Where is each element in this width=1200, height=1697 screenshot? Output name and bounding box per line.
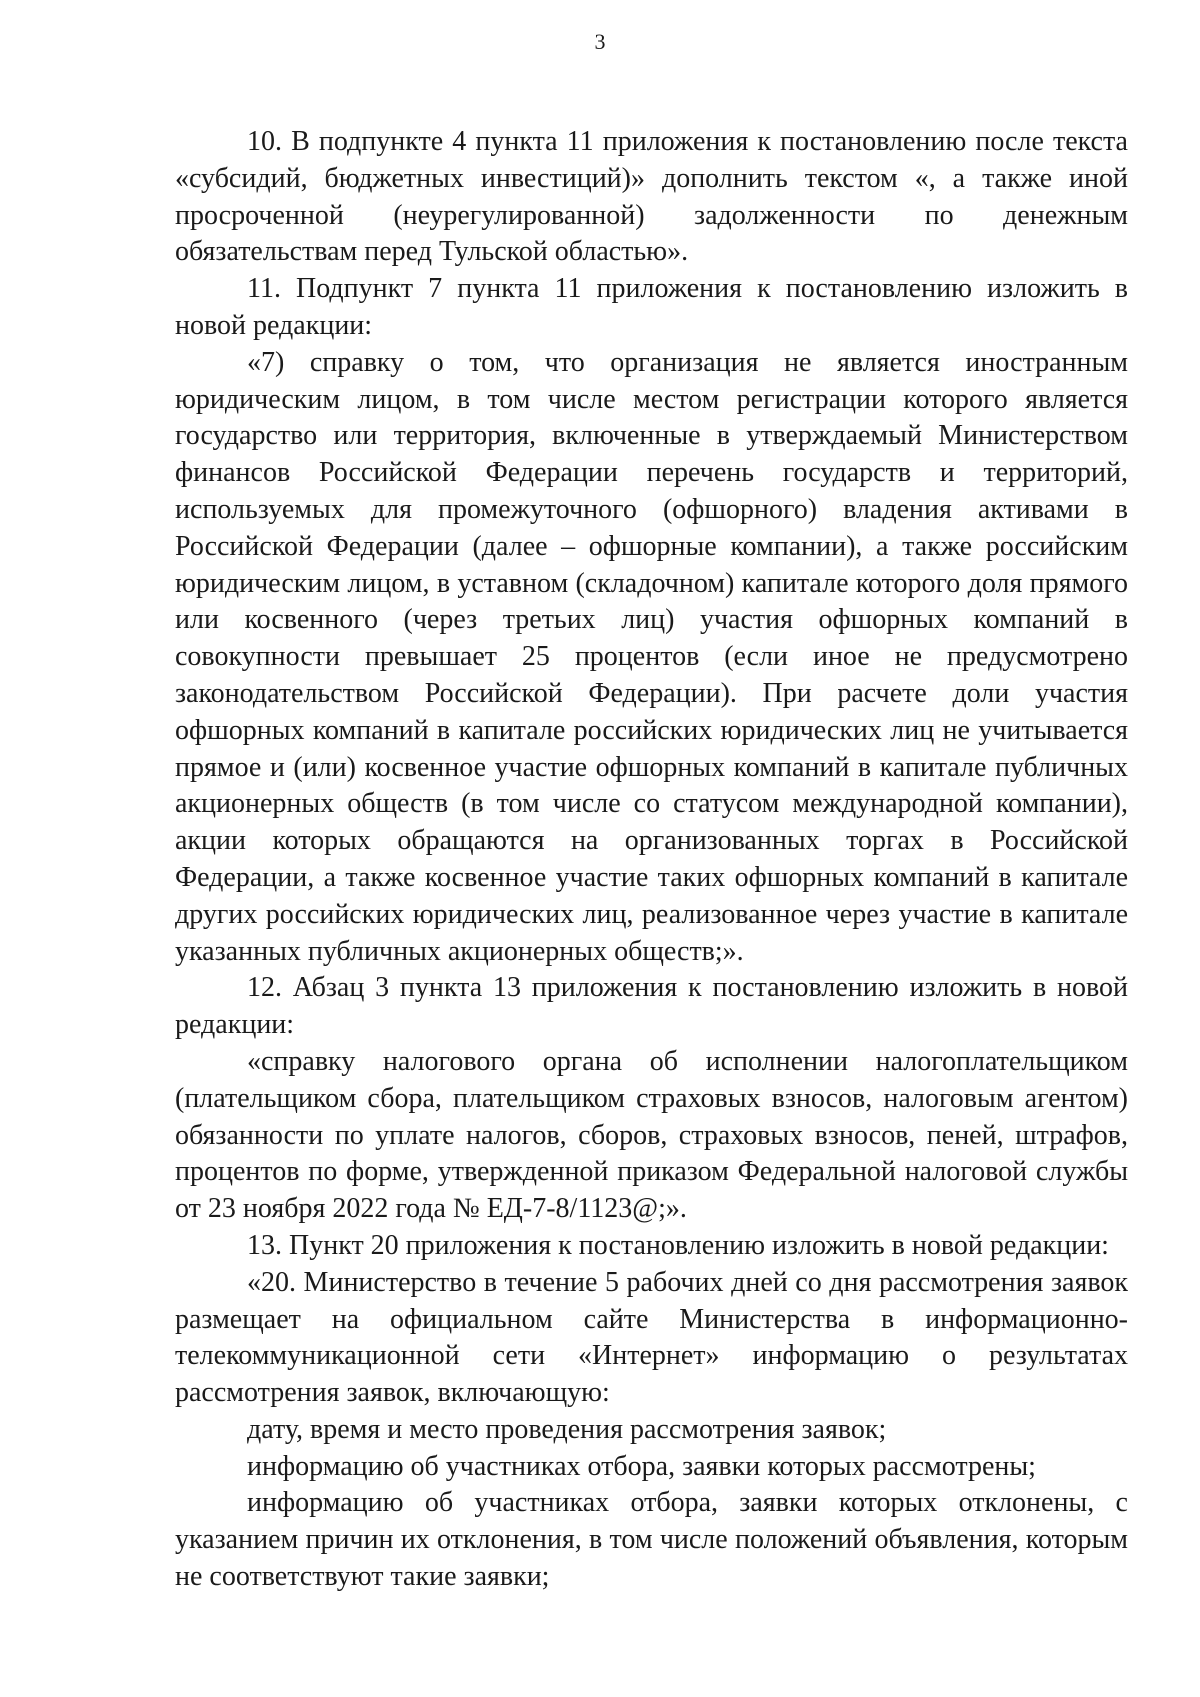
paragraph-reviewed-participants-item: информацию об участниках отбора, заявки которых рассмотрены;: [247, 1450, 1036, 1482]
paragraph-item-13: 13. Пункт 20 приложения к постановлению изложить в новой редакции:: [247, 1229, 1109, 1261]
paragraph-point-20-text: «20. Министерство в течение 5 рабочих дней со дня рассмотрения заявок размещает на официальном сайте Министерства в информационно-телекоммуникационной сети «Интернет» информацию о результатах рассмотрения заявок, включающую:: [175, 1266, 1128, 1409]
paragraph-subitem-7-text: «7) справку о том, что организация не является иностранным юридическим лицом, в том числе местом регистрации которого является государство или территория, включенные в утверждаемый Министерством финансов Российской Федерации перечень государств и территорий, используемых для промежуточного (офшорного) владения активами в Российской Федерации (далее – офшорные компании), а также российским юридическим лицом, в уставном (складочном) капитале которого доля прямого или косвенного (через третьих лиц) участия офшорных компаний в совокупности превышает 25 процентов (если иное не предусмотрено законодательством Российской Федерации). При расчете доли участия офшорных компаний в капитале российских юридических лиц не учитывается прямое и (или) косвенное участие офшорных компаний в капитале публичных акционерных обществ (в том числе со статусом международной компании), акции которых обращаются на организованных торгах в Российской Федерации, а также косвенное участие таких офшорных компаний в капитале других российских юридических лиц, реализованное через участие в капитале указанных публичных акционерных обществ;».: [175, 346, 1128, 967]
document-body: [175, 124, 1128, 1596]
paragraph-rejected-participants-item: информацию об участниках отбора, заявки которых отклонены, с указанием причин их отклонения, в том числе положений объявления, которым не соответствуют такие заявки;: [175, 1487, 1128, 1593]
paragraph-review-date-item: дату, время и место проведения рассмотрения заявок;: [247, 1413, 887, 1445]
paragraph-item-12: 12. Абзац 3 пункта 13 приложения к постановлению изложить в новой редакции:: [175, 972, 1128, 1041]
page-number: 3: [594, 29, 606, 54]
paragraph-item-11: 11. Подпункт 7 пункта 11 приложения к постановлению изложить в новой редакции:: [175, 273, 1128, 341]
paragraph-item-10: 10. В подпункте 4 пункта 11 приложения к постановлению после текста «субсидий, бюджетных инвестиций)» дополнить текстом «, а также иной просроченной (неурегулированной) задолженности по денежным обязательствам перед Тульской областью».: [175, 126, 1128, 268]
paragraph-tax-certificate-text: «справку налогового органа об исполнении налогоплательщиком (плательщиком сбора, плательщиком страховых взносов, налоговым агентом) обязанности по уплате налогов, сборов, страховых взносов, пеней, штрафов, процентов по форме, утвержденной приказом Федеральной налоговой службы от 23 ноября 2022 года № ЕД-7-8/1123@;».: [175, 1045, 1128, 1225]
